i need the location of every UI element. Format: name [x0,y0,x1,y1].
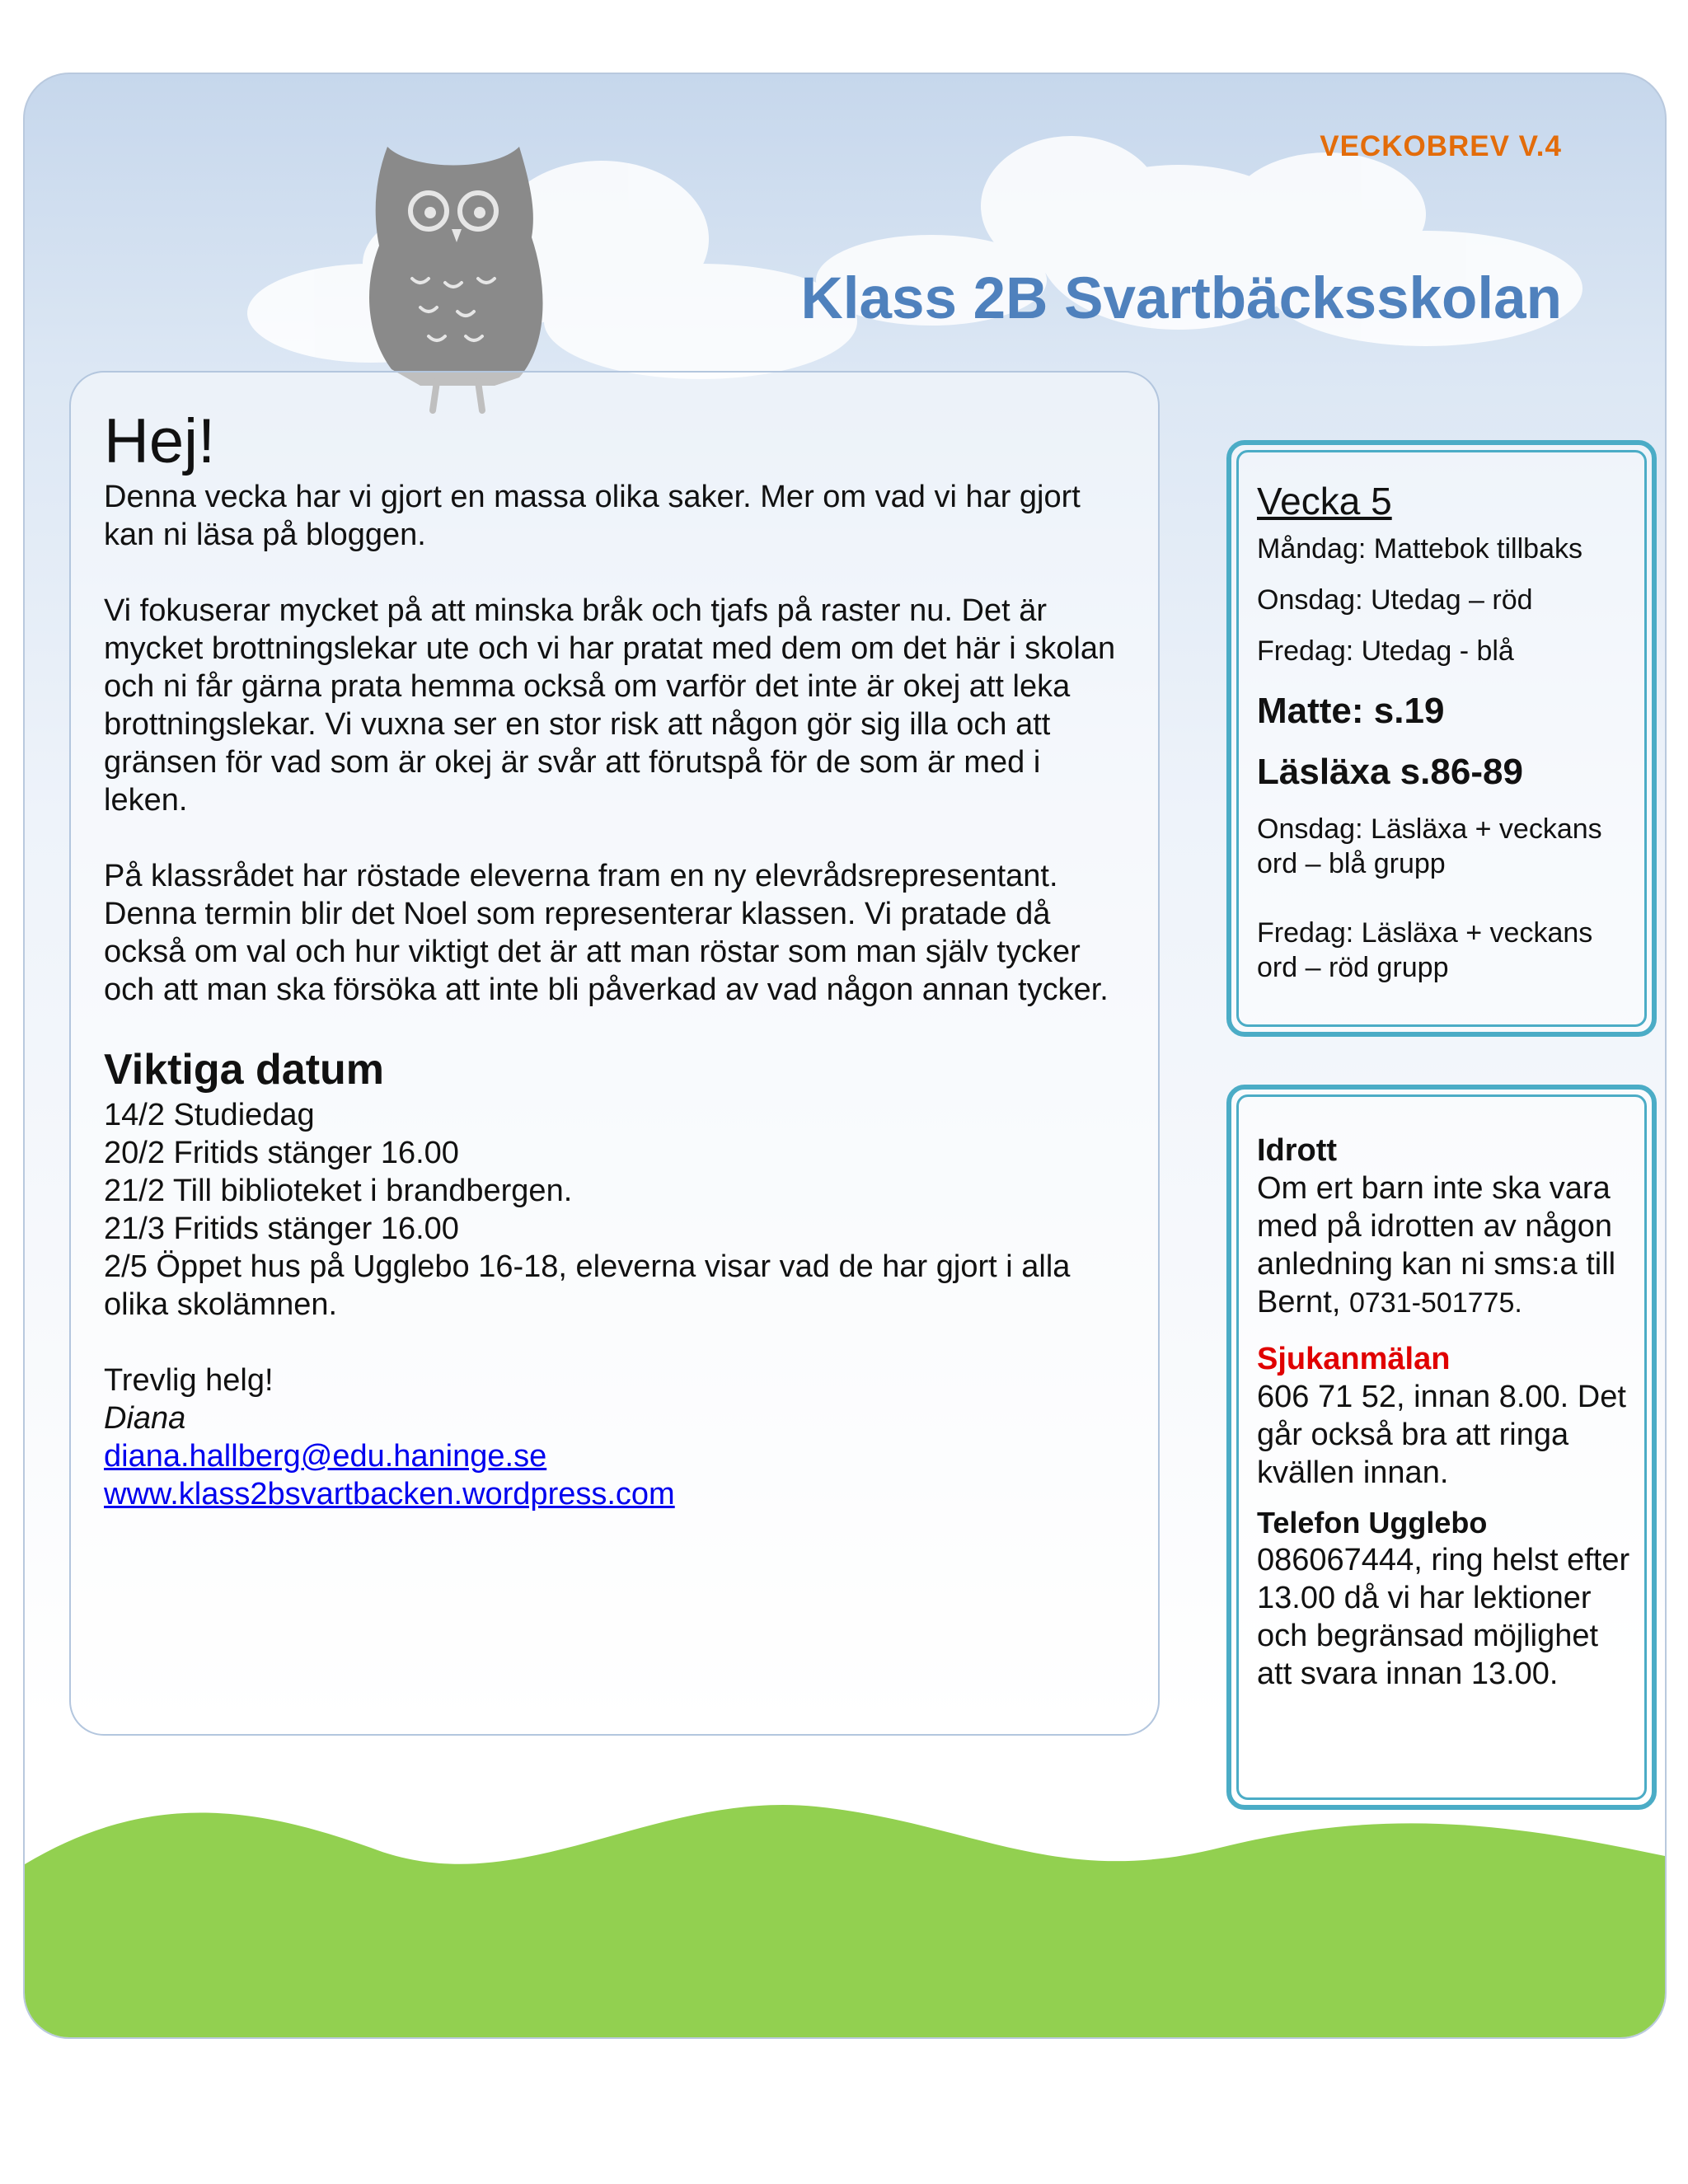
homework-item: Onsdag: Läsläxa + veckans ord – blå grupp [1257,813,1602,879]
green-hills [25,1774,1665,2037]
schedule-item: Fredag: Utedag - blå [1257,635,1514,667]
phone-heading: Telefon Ugglebo [1257,1506,1488,1540]
issue-label: VECKOBREV V.4 [1320,130,1562,162]
paragraph: Denna vecka har vi gjort en massa olika saker. Mer om vad vi har gjort kan ni läsa på bloggen. [104,480,1081,552]
paragraph: På klassrådet har röstade eleverna fram en ny elevrådsrepresentant. Denna termin blir det Noel som representerar klassen. Vi pratade då också om val och hur viktigt det är att man röstar som man själv tycker och att man ska försöka att inte bli påverkad av vad någon annan tycker. [104,859,1109,1007]
sports-phone: 0731-501775. [1348,1287,1522,1319]
math-homework: Matte: s.19 [1257,691,1445,731]
reading-homework: Läsläxa s.86-89 [1257,752,1523,792]
sick-heading: Sjukanmälan [1257,1342,1451,1376]
week-heading: Vecka 5 [1257,480,1392,523]
info-box [1226,1085,1657,1810]
sports-description: Om ert barn inte ska vara med på idrotten av någon anledning kan ni sms:a till Bernt, [1257,1171,1616,1319]
date-item: 21/2 Till biblioteket i brandbergen. [104,1174,573,1208]
paragraph: Vi fokuserar mycket på att minska bråk och tjafs på raster nu. Det är mycket brottningslekar ute och vi har pratat med dem om det här i skolan och ni får gärna prata hemma också om varför det inte är okej att leka brottningslekar. Vi vuxna ser en stor risk att någon gör sig illa och att gränsen för vad som är okej är svår att förutspå för de som är med i leken. [104,593,1116,818]
dates-list [104,1096,1125,1324]
sick-text: 606 71 52, innan 8.00. Det går också bra att ringa kvällen innan. [1257,1380,1626,1490]
email-link[interactable]: diana.hallberg@edu.haninge.se [104,1439,547,1474]
main-content [69,371,1160,1736]
schedule-item: Onsdag: Utedag – röd [1257,584,1533,616]
sports-heading: Idrott [1257,1133,1338,1168]
homework-item: Fredag: Läsläxa + veckans ord – röd grupp [1257,917,1593,983]
date-item: 20/2 Fritids stänger 16.00 [104,1136,459,1170]
sports-text [1257,1169,1631,1322]
date-item: 21/3 Fritids stänger 16.00 [104,1212,459,1246]
newsletter-page [23,73,1667,2039]
phone-text: 086067444, ring helst efter 13.00 då vi har lektioner och begränsad möjlighet att svara innan 13.00. [1257,1543,1630,1691]
date-item: 2/5 Öppet hus på Ugglebo 16-18, eleverna visar vad de har gjort i alla olika skolämnen. [104,1249,1071,1322]
greeting: Hej! [104,406,216,476]
date-item: 14/2 Studiedag [104,1098,315,1132]
blog-link[interactable]: www.klass2bsvartbacken.wordpress.com [104,1477,675,1511]
closing: Trevlig helg! [104,1363,274,1398]
schedule-item: Måndag: Mattebok tillbaks [1257,533,1582,565]
page-title: Klass 2B Svartbäcksskolan [800,266,1562,331]
dates-heading: Viktiga datum [104,1046,385,1094]
week-box [1226,440,1657,1037]
signature: Diana [104,1401,186,1436]
